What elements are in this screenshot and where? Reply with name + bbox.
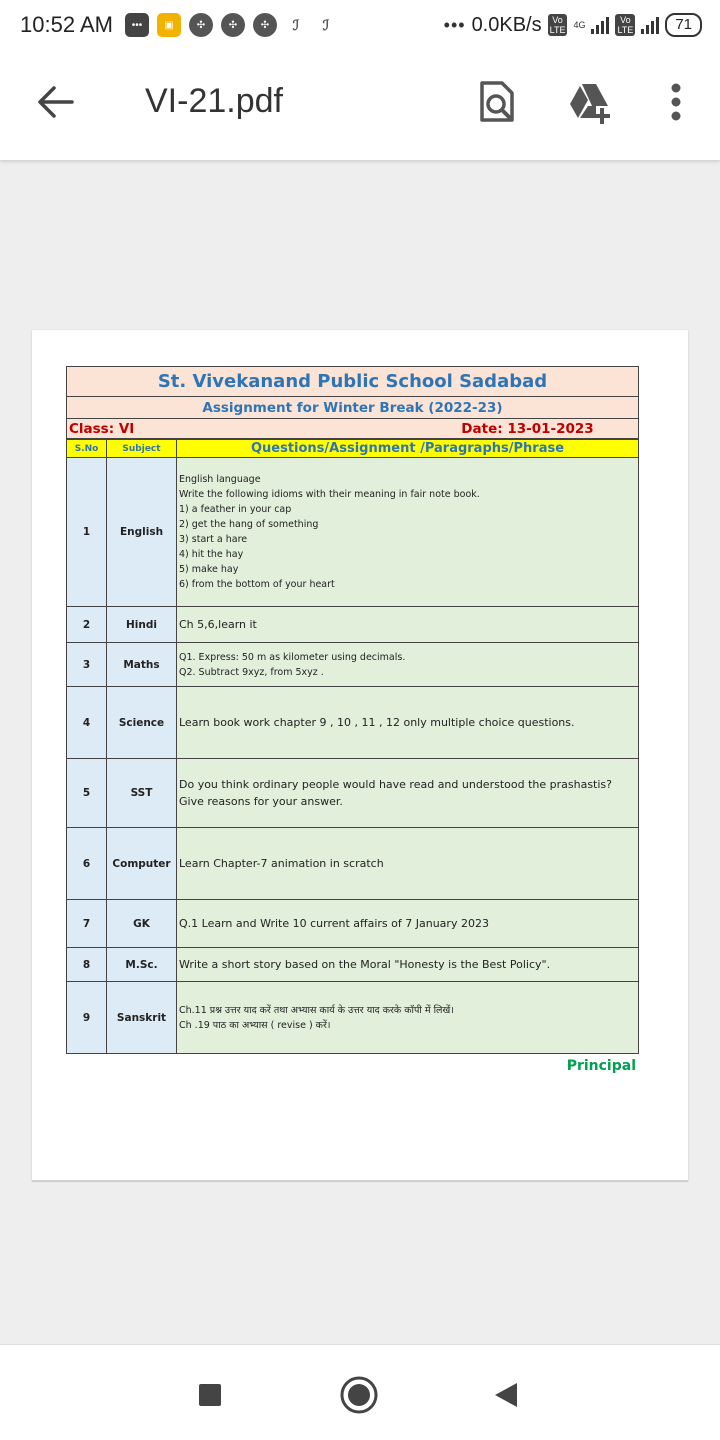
table-row — [67, 458, 639, 607]
row-subject: Hindi — [107, 607, 177, 643]
signal-icon-1 — [591, 16, 609, 34]
row-questions — [177, 828, 639, 900]
app-icon-2: ✣ — [221, 13, 245, 37]
question-line: Q2. Subtract 9xyz, from 5xyz . — [179, 666, 324, 678]
net-type: 4G — [573, 20, 586, 30]
status-time: 10:52 AM — [20, 12, 113, 37]
question-line: Ch 5,6,learn it — [179, 618, 257, 631]
row-questions — [177, 607, 639, 643]
question-line: 5) make hay — [179, 564, 239, 575]
assignment-sheet — [66, 366, 639, 1074]
question-line: 4) hit the hay — [179, 549, 244, 560]
table-row — [67, 759, 639, 828]
header-questions: Questions/Assignment /Paragraphs/Phrase — [177, 440, 639, 458]
row-sno: 5 — [67, 759, 107, 828]
row-subject: Maths — [107, 643, 177, 687]
question-line: 6) from the bottom of your heart — [179, 579, 335, 590]
home-button[interactable] — [339, 1375, 379, 1415]
row-questions — [177, 759, 639, 828]
header-sno: S.No — [67, 440, 107, 458]
row-subject: SST — [107, 759, 177, 828]
row-questions — [177, 687, 639, 759]
more-vert-icon — [670, 82, 682, 122]
question-line: Write a short story based on the Moral "Honesty is the Best Policy". — [179, 958, 551, 971]
table-row — [67, 828, 639, 900]
question-line: Ch .19 पाठ का अभ्यास ( revise ) करें। — [179, 1019, 331, 1031]
notification-icons — [125, 13, 337, 37]
row-sno: 2 — [67, 607, 107, 643]
app-icon-1: ✣ — [189, 13, 213, 37]
sheet-header — [66, 366, 639, 439]
header-subject: Subject — [107, 440, 177, 458]
assignment-table — [66, 439, 639, 1054]
row-sno: 4 — [67, 687, 107, 759]
principal-signature: Principal — [566, 1058, 636, 1074]
table-row — [67, 687, 639, 759]
battery-indicator: 71 — [665, 13, 702, 37]
question-line: Learn book work chapter 9 , 10 , 11 , 12 only multiple choice questions. — [179, 716, 575, 729]
message-icon: ••• — [125, 13, 149, 37]
back-nav-button[interactable] — [486, 1375, 526, 1415]
question-line: Write the following idioms with their meaning in fair note book. — [179, 489, 480, 500]
row-sno: 8 — [67, 948, 107, 982]
app-bar — [0, 50, 720, 160]
app-icon-3: ✣ — [253, 13, 277, 37]
table-row — [67, 948, 639, 982]
school-name: St. Vivekanand Public School Sadabad — [67, 367, 638, 397]
row-subject: M.Sc. — [107, 948, 177, 982]
j-app-icon-2: ℐ — [322, 16, 330, 33]
drive-add-icon — [566, 80, 614, 124]
search-document-icon — [476, 80, 516, 124]
search-document-button[interactable] — [472, 78, 520, 126]
network-speed: 0.0KB/s — [471, 13, 542, 36]
lte-badge-2: Vo LTE — [617, 15, 634, 35]
row-sno: 6 — [67, 828, 107, 900]
status-bar — [0, 0, 720, 50]
document-title: VI-21.pdf — [145, 82, 283, 120]
row-sno: 3 — [67, 643, 107, 687]
row-questions — [177, 643, 639, 687]
circle-home-icon — [339, 1375, 379, 1415]
row-sno: 1 — [67, 458, 107, 607]
question-line: English language — [179, 474, 261, 485]
assignment-subtitle: Assignment for Winter Break (2022-23) — [67, 397, 638, 419]
row-sno: 7 — [67, 900, 107, 948]
more-notifications-icon: ••• — [443, 14, 466, 35]
table-header-row — [67, 440, 639, 458]
question-line: Give reasons for your answer. — [179, 795, 343, 808]
back-button[interactable] — [34, 80, 78, 124]
row-subject: Sanskrit — [107, 982, 177, 1054]
more-options-button[interactable] — [652, 78, 700, 126]
row-questions — [177, 900, 639, 948]
row-subject: Computer — [107, 828, 177, 900]
arrow-back-icon — [34, 80, 78, 124]
row-subject: English — [107, 458, 177, 607]
table-row — [67, 982, 639, 1054]
class-label: Class: VI — [69, 421, 135, 437]
question-line: Q.1 Learn and Write 10 current affairs of 7 January 2023 — [179, 917, 489, 930]
question-line: 1) a feather in your cap — [179, 504, 292, 515]
class-date-row — [67, 419, 638, 439]
table-row — [67, 607, 639, 643]
row-questions — [177, 982, 639, 1054]
row-sno: 9 — [67, 982, 107, 1054]
page-divider — [32, 1180, 688, 1182]
table-row — [67, 643, 639, 687]
date-label: Date: 13-01-2023 — [461, 421, 594, 437]
table-row — [67, 900, 639, 948]
j-app-icon-1: ℐ — [292, 16, 300, 33]
row-questions — [177, 458, 639, 607]
row-questions — [177, 948, 639, 982]
triangle-back-icon — [493, 1381, 519, 1409]
question-line: 3) start a hare — [179, 534, 248, 545]
drive-add-button[interactable] — [566, 78, 614, 126]
lock-app-icon: ▣ — [157, 13, 181, 37]
pdf-page[interactable] — [32, 330, 688, 1180]
question-line: Do you think ordinary people would have read and understood the prashastis? — [179, 778, 612, 791]
question-line: Ch.11 प्रश्न उत्तर याद करें तथा अभ्यास कार्य के उत्तर याद करके कॉपी में लिखें। — [179, 1004, 454, 1016]
system-nav-bar — [0, 1344, 720, 1440]
signal-icon-2 — [641, 16, 659, 34]
question-line: Learn Chapter-7 animation in scratch — [179, 857, 384, 870]
square-recents-icon — [198, 1383, 222, 1407]
recents-button[interactable] — [190, 1375, 230, 1415]
question-line: Q1. Express: 50 m as kilometer using decimals. — [179, 651, 406, 663]
question-line: 2) get the hang of something — [179, 519, 319, 530]
lte-badge-1: Vo LTE — [549, 15, 566, 35]
row-subject: Science — [107, 687, 177, 759]
row-subject: GK — [107, 900, 177, 948]
